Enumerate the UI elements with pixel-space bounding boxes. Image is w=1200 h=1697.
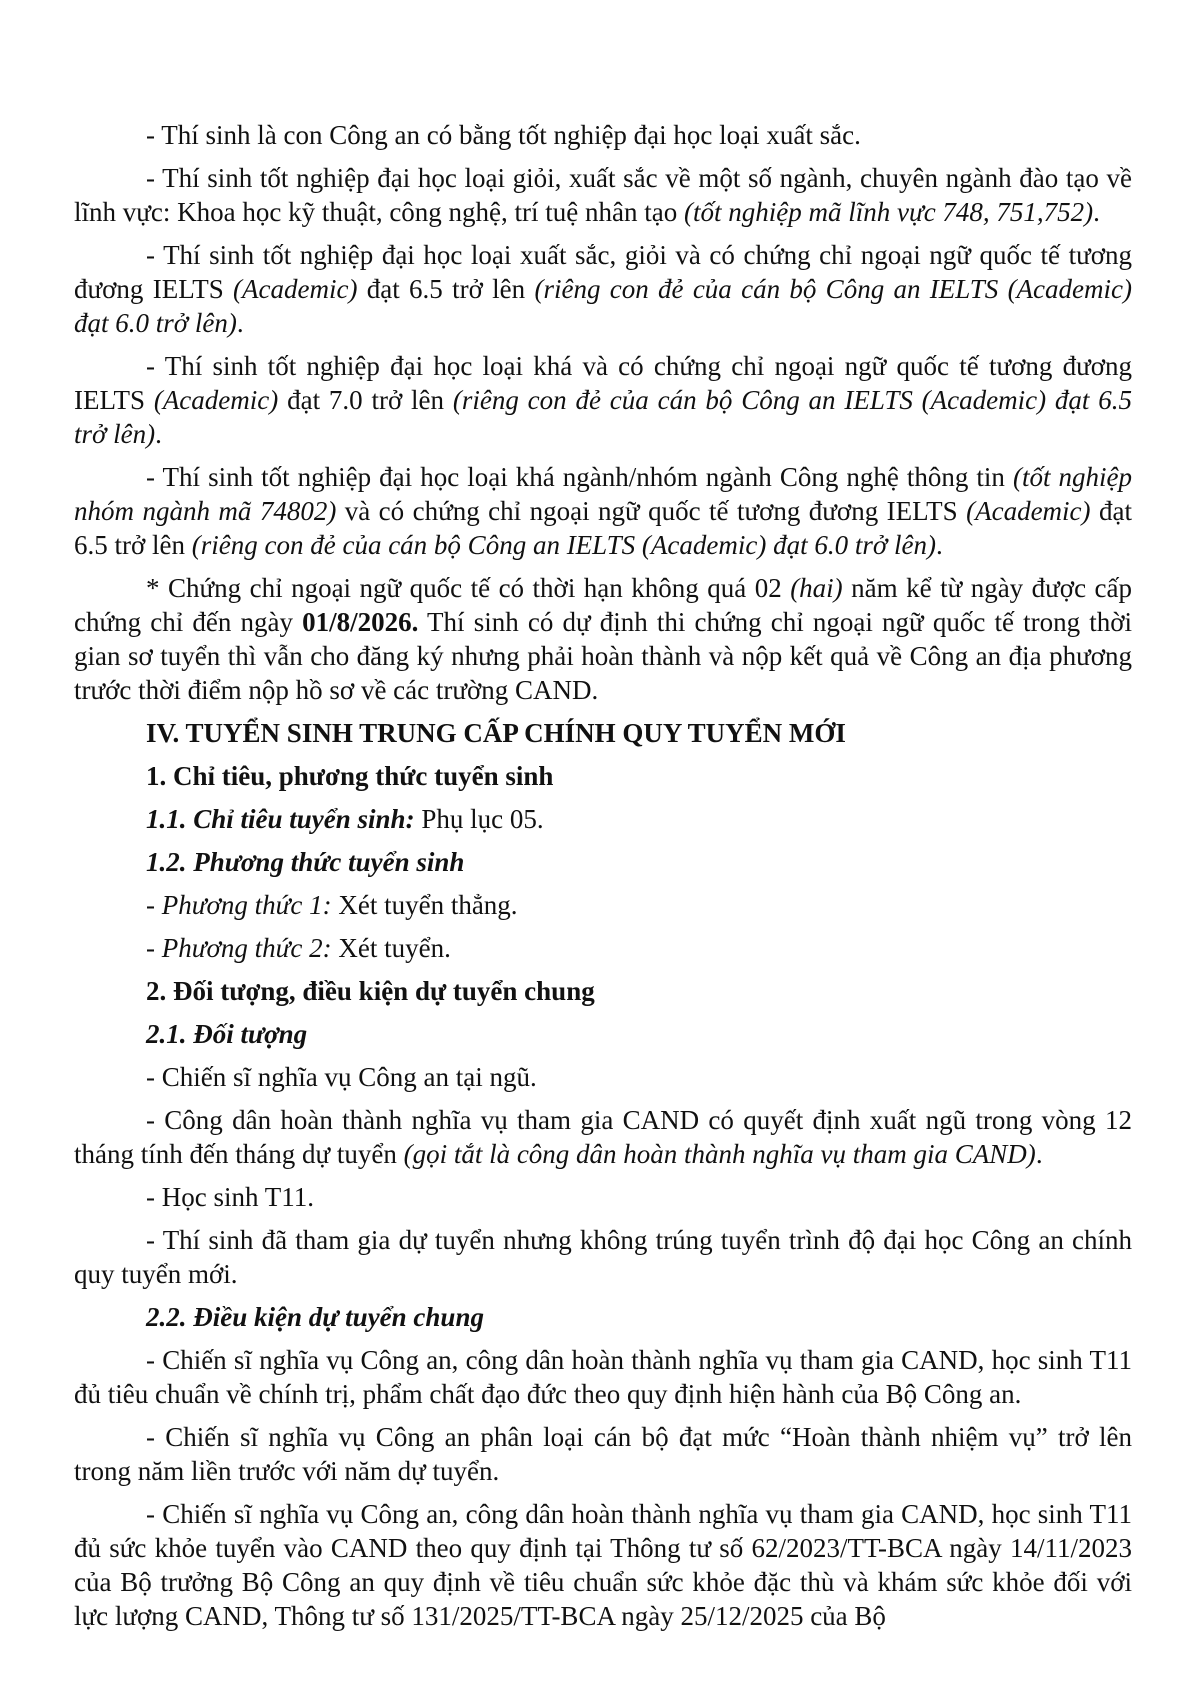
paragraph-hoc-sinh-t11: - Học sinh T11. bbox=[146, 1182, 314, 1212]
heading-2-doi-tuong-dieu-kien: 2. Đối tượng, điều kiện dự tuyển chung bbox=[146, 976, 595, 1006]
paragraph-khoa-hoc-ky-thuat: - Thí sinh tốt nghiệp đại học loại giỏi, xuất sắc về một số ngành, chuyên ngành đào tạo về lĩnh vực: Khoa học kỹ thuật, công nghệ, trí tuệ nhân tạo (tốt nghiệp mã lĩnh vực 748, 751,752). bbox=[74, 163, 1132, 227]
heading-2-1-doi-tuong: 2.1. Đối tượng bbox=[146, 1019, 308, 1049]
paragraph-khong-trung-tuyen: - Thí sinh đã tham gia dự tuyển nhưng không trúng tuyển trình độ đại học Công an chính quy tuyển mới. bbox=[74, 1225, 1132, 1289]
phuong-thuc-2: - Phương thức 2: Xét tuyển. bbox=[146, 933, 451, 963]
paragraph-hoan-thanh-nhiem-vu: - Chiến sĩ nghĩa vụ Công an phân loại cán bộ đạt mức “Hoàn thành nhiệm vụ” trở lên trong năm liền trước với năm dự tuyển. bbox=[74, 1422, 1132, 1486]
paragraph-con-cong-an: - Thí sinh là con Công an có bằng tốt nghiệp đại học loại xuất sắc. bbox=[146, 120, 861, 150]
paragraph-cong-dan-xuat-ngu: - Công dân hoàn thành nghĩa vụ tham gia CAND có quyết định xuất ngũ trong vòng 12 tháng tính đến tháng dự tuyển (gọi tắt là công dân hoàn thành nghĩa vụ tham gia CAND). bbox=[74, 1105, 1132, 1169]
paragraph-ielts-7-0: - Thí sinh tốt nghiệp đại học loại khá và có chứng chỉ ngoại ngữ quốc tế tương đương IELTS (Academic) đạt 7.0 trở lên (riêng con đẻ của cán bộ Công an IELTS (Academic) đạt 6.5 trở lên). bbox=[74, 351, 1132, 449]
paragraph-cong-nghe-thong-tin: - Thí sinh tốt nghiệp đại học loại khá ngành/nhóm ngành Công nghệ thông tin (tốt nghiệp nhóm ngành mã 74802) và có chứng chỉ ngoại ngữ quốc tế tương đương IELTS (Academic) đạt 6.5 trở lên (riêng con đẻ của cán bộ Công an IELTS (Academic) đạt 6.0 trở lên). bbox=[74, 462, 1133, 560]
heading-1-chi-tieu: 1. Chỉ tiêu, phương thức tuyển sinh bbox=[146, 761, 554, 791]
phuong-thuc-1: - Phương thức 1: Xét tuyển thẳng. bbox=[146, 890, 518, 920]
heading-section-iv: IV. TUYỂN SINH TRUNG CẤP CHÍNH QUY TUYỂN MỚI bbox=[146, 718, 846, 748]
paragraph-suc-khoe: - Chiến sĩ nghĩa vụ Công an, công dân hoàn thành nghĩa vụ tham gia CAND, học sinh T11 đủ sức khỏe tuyển vào CAND theo quy định tại Thông tư số 62/2023/TT-BCA ngày 14/11/2023 của Bộ trưởng Bộ Công an quy định về tiêu chuẩn sức khỏe đặc thù và khám sức khỏe đối với lực lượng CAND, Thông tư số 131/2025/TT-BCA ngày 25/12/2025 của Bộ bbox=[74, 1499, 1132, 1631]
heading-1-2-phuong-thuc: 1.2. Phương thức tuyển sinh bbox=[146, 847, 465, 877]
paragraph-chien-si-tai-ngu: - Chiến sĩ nghĩa vụ Công an tại ngũ. bbox=[146, 1062, 537, 1092]
paragraph-ielts-6-5: - Thí sinh tốt nghiệp đại học loại xuất sắc, giỏi và có chứng chỉ ngoại ngữ quốc tế tương đương IELTS (Academic) đạt 6.5 trở lên (riêng con đẻ của cán bộ Công an IELTS (Academic) đạt 6.0 trở lên). bbox=[74, 240, 1132, 338]
paragraph-chung-chi-note: * Chứng chỉ ngoại ngữ quốc tế có thời hạn không quá 02 (hai) năm kể từ ngày được cấp chứng chỉ đến ngày 01/8/2026. Thí sinh có dự định thi chứng chỉ ngoại ngữ quốc tế trong thời gian sơ tuyển thì vẫn cho đăng ký nhưng phải hoàn thành và nộp kết quả về Công an địa phương trước thời điểm nộp hồ sơ về các trường CAND. bbox=[74, 573, 1133, 705]
paragraph-tieu-chuan-chinh-tri: - Chiến sĩ nghĩa vụ Công an, công dân hoàn thành nghĩa vụ tham gia CAND, học sinh T11 đủ tiêu chuẩn về chính trị, phẩm chất đạo đức theo quy định hiện hành của Bộ Công an. bbox=[74, 1345, 1132, 1409]
heading-1-1-chi-tieu-tuyen-sinh: 1.1. Chỉ tiêu tuyển sinh: Phụ lục 05. bbox=[146, 804, 544, 834]
heading-2-2-dieu-kien: 2.2. Điều kiện dự tuyển chung bbox=[146, 1302, 484, 1332]
